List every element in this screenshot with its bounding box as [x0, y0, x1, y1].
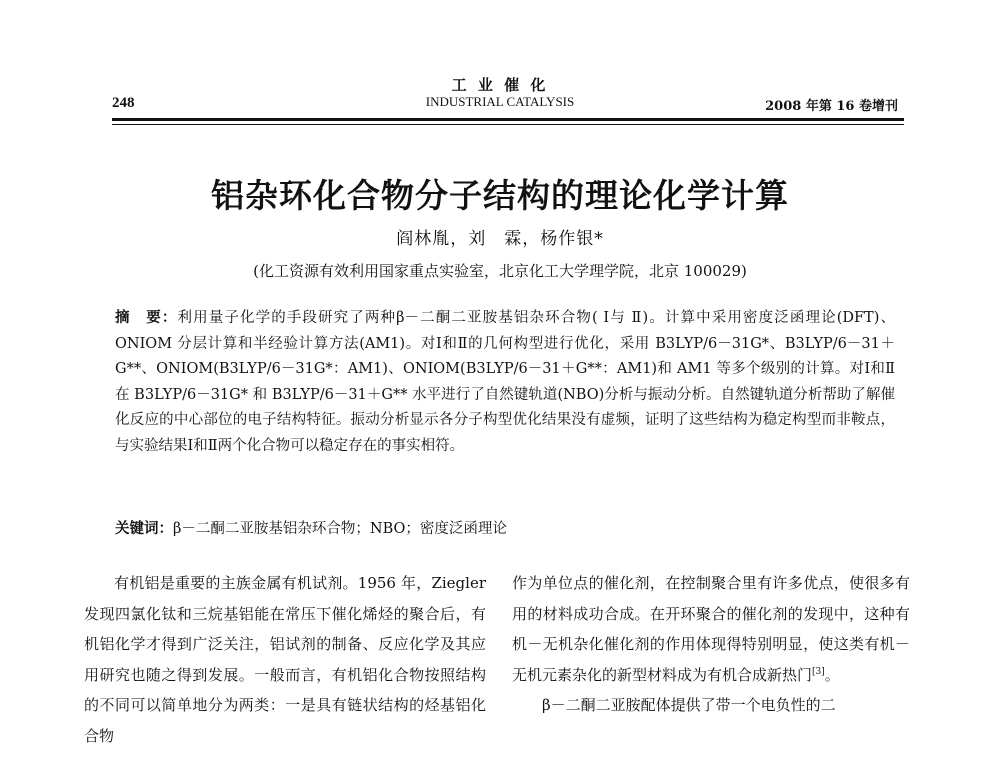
keywords-text: β－二酮二亚胺基铝杂环合物；NBO；密度泛函理论 — [173, 521, 507, 537]
abstract-label: 摘 要： — [115, 310, 178, 326]
body-column-left — [84, 568, 486, 751]
abstract-text: 利用量子化学的手段研究了两种β－二酮二亚胺基铝杂环合物( Ⅰ与 Ⅱ)。计算中采用密度泛函理论(DFT)、ONIOM 分层计算和半经验计算方法(AM1)。对Ⅰ和Ⅱ的几何构型进行优化，采用 B3LYP/6－31G*、B3LYP/6－31＋G**、ONIOM(B3LYP/6－31G*：AM1)、ONIOM(B3LYP/6－31＋G**：AM1)和 AM1 等多个级别的计算。对Ⅰ和Ⅱ在 B3LYP/6－31G* 和 B3LYP/6－31＋G** 水平进行了自然键轨道(NBO)分析与振动分析。自然键轨道分析帮助了解催化反应的中心部位的电子结构特征。振动分析显示各分子构型优化结果没有虚频，证明了这些结构为稳定构型而非鞍点，与实验结果Ⅰ和Ⅱ两个化合物可以稳定存在的事实相符。 — [115, 310, 896, 454]
abstract — [115, 306, 895, 459]
header-rule-thin — [112, 124, 904, 125]
journal-name-cn: 工 业 催 化 — [451, 76, 549, 94]
body-paragraph — [512, 568, 910, 690]
body-text-end: 。 — [824, 665, 840, 684]
header-rule-thick — [112, 118, 904, 121]
body-paragraph: 有机铝是重要的主族金属有机试剂。1956 年，Ziegler 发现四氯化钛和三烷基铝能在常压下催化烯烃的聚合后，有机铝化学才得到广泛关注，铝试剂的制备、反应化学及其应用研究也随之得到发展。一般而言，有机铝化合物按照结构的不同可以简单地分为两类：一是具有链状结构的烃基铝化合物 — [84, 574, 486, 745]
issue-info: 2008 年第 16 卷增刊 — [765, 99, 898, 114]
article-affiliation: (化工资源有效利用国家重点实验室，北京化工大学理学院，北京 100029) — [253, 262, 747, 280]
page-number: 248 — [112, 95, 135, 111]
journal-name-en: INDUSTRIAL CATALYSIS — [425, 94, 575, 109]
citation-ref[interactable]: [3] — [812, 666, 825, 677]
body-paragraph: β－二酮二亚胺配体提供了带一个电负性的二 — [542, 696, 836, 714]
article-authors: 阎林胤，刘 霖，杨作银* — [396, 229, 604, 249]
keywords — [115, 517, 895, 538]
article-title: 铝杂环化合物分子结构的理论化学计算 — [211, 176, 789, 215]
keywords-label: 关键词： — [115, 521, 173, 537]
body-text: 作为单位点的催化剂，在控制聚合里有许多优点，使很多有用的材料成功合成。在开环聚合的催化剂的发现中，这种有机－无机杂化催化剂的作用体现得特别明显，使这类有机－无机元素杂化的新型材料成为有机合成新热门 — [512, 574, 910, 684]
body-column-right — [512, 568, 910, 721]
